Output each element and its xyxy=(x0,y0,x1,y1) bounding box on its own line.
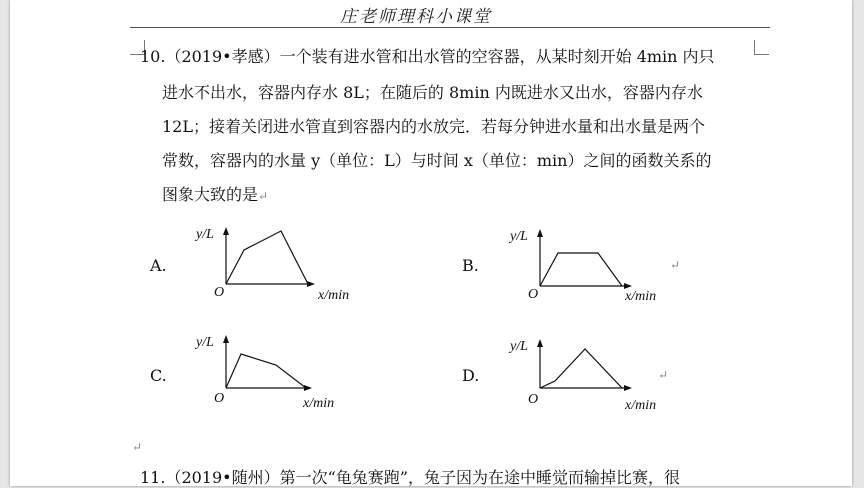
question-10-line-5-text: 图象大致的是 xyxy=(162,185,259,204)
document-page xyxy=(10,0,852,486)
question-10-line-1: 10.（2019•孝感）一个装有进水管和出水管的空容器，从某时刻开始 4min 内只 xyxy=(140,47,715,66)
page-header-title: 庄老师理科小课堂 xyxy=(340,7,492,27)
option-a-origin-label: O xyxy=(214,285,225,300)
option-c-y-axis-label: y/L xyxy=(196,335,214,350)
option-d-x-axis-label: x/min xyxy=(625,398,657,413)
option-c-label: C. xyxy=(150,366,167,385)
option-b-origin-label: O xyxy=(528,287,539,302)
option-b-label: B. xyxy=(462,256,479,275)
option-c-x-axis-label: x/min xyxy=(303,396,335,411)
option-b-graph xyxy=(500,228,690,308)
question-10-line-5 xyxy=(162,185,268,206)
header-rule xyxy=(130,27,770,28)
option-d-label: D. xyxy=(462,366,480,385)
option-c-graph xyxy=(186,334,376,414)
question-10-line-4: 常数，容器内的水量 y（单位：L）与时间 x（单位：min）之间的函数关系的 xyxy=(162,151,712,170)
option-b-y-axis-label: y/L xyxy=(510,229,528,244)
paragraph-mark: ↵ xyxy=(258,189,269,203)
option-a-label: A. xyxy=(150,256,167,275)
option-b-x-axis-label: x/min xyxy=(625,289,657,304)
option-d-origin-label: O xyxy=(528,392,539,407)
question-10-line-2: 进水不出水，容器内存水 8L；在随后的 8min 内既进水又出水，容器内存水 xyxy=(162,83,703,102)
option-a-graph xyxy=(186,226,376,306)
option-d-y-axis-label: y/L xyxy=(510,339,528,354)
paragraph-mark-b: ↵ xyxy=(670,258,681,272)
option-a-y-axis-label: y/L xyxy=(196,227,214,242)
paragraph-mark-empty-line: ↵ xyxy=(132,440,143,454)
option-a-x-axis-label: x/min xyxy=(318,288,350,303)
question-11-line-1: 11.（2019•随州）第一次“龟兔赛跑”，兔子因为在途中睡觉而输掉比赛，很 xyxy=(140,468,680,487)
margin-corner-mark-right xyxy=(754,40,769,55)
paragraph-mark-d: ↵ xyxy=(658,368,669,382)
question-10-line-3: 12L；接着关闭进水管直到容器内的水放完．若每分钟进水量和出水量是两个 xyxy=(162,117,705,136)
option-c-origin-label: O xyxy=(214,391,225,406)
